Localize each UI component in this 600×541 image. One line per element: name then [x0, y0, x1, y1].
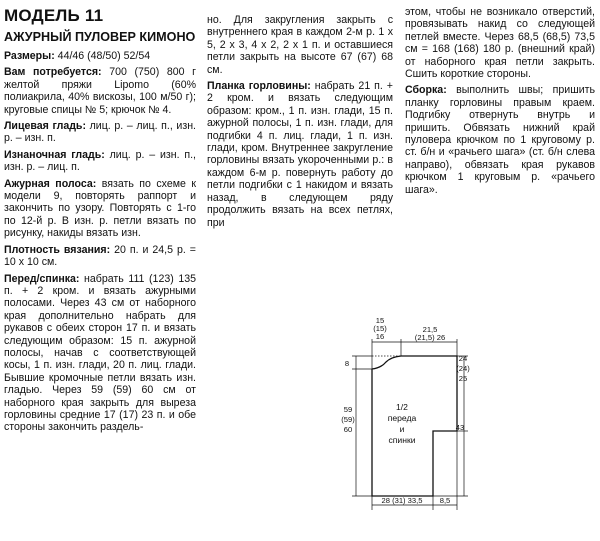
label-body-height: 59 — [343, 405, 353, 414]
neckband-continued-paragraph: этом, чтобы не возникало отверстий, провязывать накид со следующей петлей вместе. Через 68,5 (68,5) 73,5 см = 168 (168) 180 р. (внешний край) от наборного края петли закрыть. Сшить короткие стороны. — [405, 6, 595, 81]
gauge-label: Плотность вязания: — [4, 243, 111, 256]
label-shoulder: 21,5 — [422, 325, 438, 334]
face-stitch-label: Лицевая гладь: — [4, 120, 86, 133]
lace-strip-label: Ажурная полоса: — [4, 177, 97, 190]
column-3 — [405, 6, 595, 200]
lace-strip-paragraph — [4, 178, 196, 240]
model-title: МОДЕЛЬ 11 — [4, 6, 104, 25]
purl-stitch-paragraph — [4, 149, 196, 174]
label-neck-depth: 8 — [344, 359, 350, 368]
garment-title: АЖУРНЫЙ ПУЛОВЕР КИМОНО — [4, 30, 196, 44]
label-body-height-alt2: 60 — [343, 425, 353, 434]
gauge-text: 20 п. и 24,5 р. = 10 х 10 см. — [4, 243, 196, 269]
front-back-paragraph — [4, 273, 196, 434]
materials-label: Вам потребуется: — [4, 66, 102, 79]
front-back-text: набрать 111 (123) 135 п. + 2 кром. и вязать ажурными полосами. Через 43 см от наборного края дополнительно набрать для рукавов с обеих сторон 17 п. и вязать следующим образом: 15 п. ажурной полосы, начав с соответствующей косы, 1 п. изн. глади, 20 п. лиц. глади. Бывшие кромочные петли вязать изн. гладью. Через 59 (59) 60 см от наборного края закрыть для выреза горловины средние 17 (17) 23 п. и обе стороны закончить раздель- — [4, 272, 196, 434]
purl-stitch-text: лиц. р. – изн. п., изн. р. – лиц. п. — [4, 148, 196, 174]
column-1 — [4, 6, 196, 438]
label-sleeve-height-alt2: 25 — [458, 374, 468, 383]
front-back-label: Перед/спинка: — [4, 272, 80, 285]
label-bottom-width: 28 (31) 33,5 — [381, 496, 423, 505]
label-sleeve-height-alt: (24) — [456, 364, 470, 373]
label-center-line4: спинки — [388, 435, 416, 445]
materials-text: 700 (750) 800 г желтой пряжи Lipomo (60% полиакрила, 40% вискозы, 100 м/50 г); круговые спицы № 5; крючок № 4. — [4, 66, 196, 116]
sizes-paragraph — [4, 50, 196, 62]
label-center-line1: 1/2 — [396, 402, 408, 412]
assembly-paragraph — [405, 84, 595, 196]
assembly-text: выполнить швы; пришить планку горловины правым краем. Подгибку отвернуть внутрь и пришить. Обвязать нижний край пуловера крючком по 1 круговому р. ст. б/н и «рачьего шага» (ст. б/н слева направо), обвязать края рукавов крючком 1 круговым р. «рачьего шага». — [405, 84, 595, 196]
label-sleeve-height: 24 — [458, 354, 468, 363]
sizes-label: Размеры: — [4, 50, 55, 62]
pattern-diagram — [336, 312, 472, 534]
label-center-line2: переда — [387, 413, 417, 423]
lace-strip-text: вязать по схеме к модели 9, повторять раппорт и закончить по узору. Повторять с 1-го по 12-й р. В изн. р. петли вязать по рисунку, накиды вязать изн. — [4, 177, 196, 240]
neck-shaping-paragraph: но. Для закругления закрыть с внутреннего края в каждом 2-м р. 1 х 5, 2 х 3, 4 х 2, 2 х 1 п. и оставшиеся петли закрыть на высоте 67 (67) 68 см. — [207, 14, 393, 76]
pattern-diagram-svg — [336, 312, 472, 534]
label-top-neck-alt2: 16 — [375, 332, 385, 341]
column-2 — [207, 14, 393, 233]
label-body-height-alt: (59) — [341, 415, 355, 424]
face-stitch-paragraph — [4, 120, 196, 145]
face-stitch-text: лиц. р. – лиц. п., изн. р. – изн. п. — [4, 120, 196, 145]
gauge-paragraph — [4, 244, 196, 269]
neckband-label: Планка горловины: — [207, 80, 311, 93]
materials-paragraph — [4, 66, 196, 116]
label-center-line3: и — [399, 424, 405, 434]
label-side-height: 43 — [455, 423, 465, 432]
label-bottom-sleeve: 8,5 — [439, 496, 451, 505]
label-top-neck-alt1: (15) — [373, 324, 387, 333]
neckband-text: набрать 21 п. + 2 кром. и вязать следующим образом: кром., 1 п. изн. глади, 15 п. ажурной полосы, 1 п. изн. глади, для подгибки 4 п. лиц. глади, 1 п. изн. глади, кром. Внутреннее закругление горловины вязать укороченными р.: в каждом 6-м р. повернуть работу до петли подгибки с 1 накидом и вязать назад, в следующем ряду продолжить вязать на всех петлях, при — [207, 80, 393, 229]
label-shoulder-alt: (21,5) 26 — [414, 333, 446, 342]
purl-stitch-label: Изнаночная гладь: — [4, 148, 105, 161]
assembly-label: Сборка: — [405, 84, 447, 97]
label-top-neck: 15 — [375, 316, 385, 325]
sizes-text: 44/46 (48/50) 52/54 — [54, 50, 151, 62]
neckband-paragraph — [207, 80, 393, 229]
pattern-outline — [372, 356, 457, 496]
